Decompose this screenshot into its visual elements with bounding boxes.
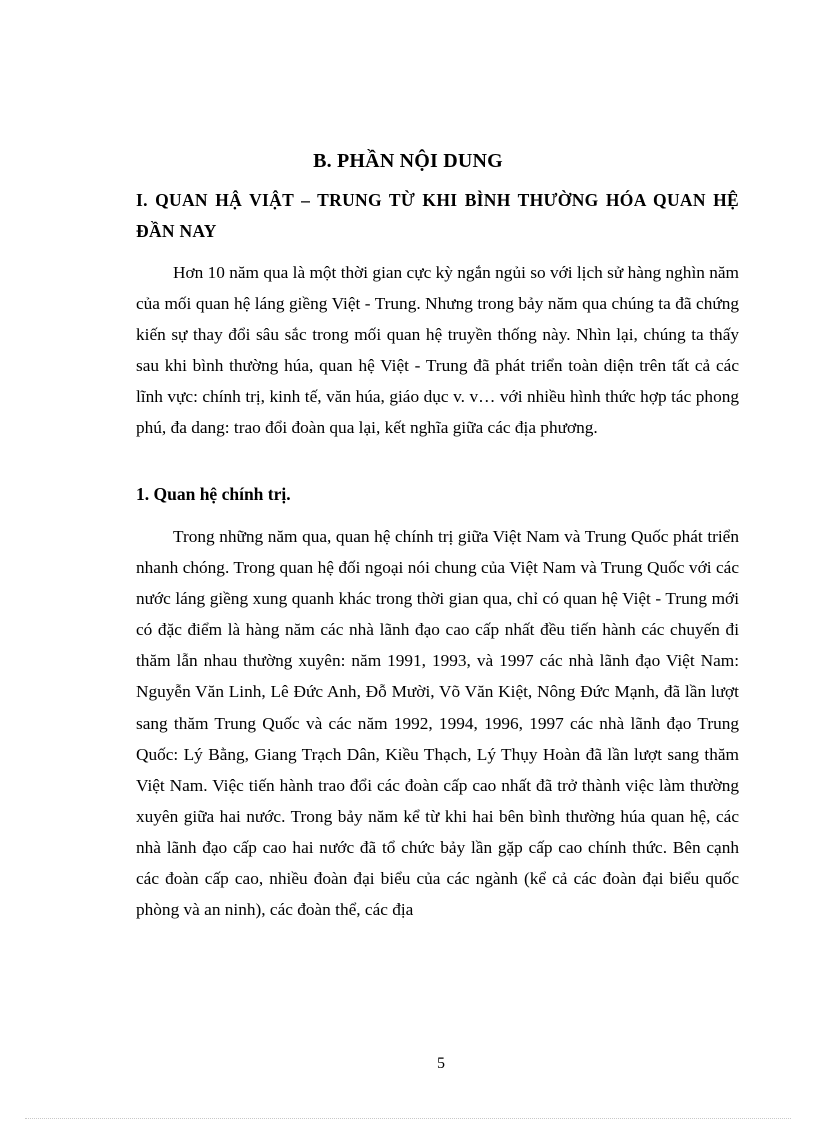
section-title: I. QUAN HẬ VIẬT – TRUNG TỪ KHI BÌNH THƯỜNG HÓA QUAN HỆ ĐẦN NAY: [136, 190, 739, 241]
subsection-title: 1. Quan hệ chính trị.: [136, 484, 291, 504]
body-paragraph-1: Hơn 10 năm qua là một thời gian cực kỳ ngắn ngủi so với lịch sử hàng nghìn năm của mối quan hệ láng giềng Việt - Trung. Nhưng trong bảy năm qua chúng ta đã chứng kiến sự thay đổi sâu sắc trong mối quan hệ truyền thống này. Nhìn lại, chúng ta thấy sau khi bình thường húa, quan hệ Việt - Trung đã phát triển toàn diện trên tất cả các lĩnh vực: chính trị, kinh tế, văn húa, giáo dục v. v… với nhiều hình thức hợp tác phong phú, đa dang: trao đổi đoàn qua lại, kết nghĩa giữa các địa phương.: [136, 263, 739, 438]
page-bottom-divider: [25, 1118, 791, 1119]
page-number: 5: [437, 1055, 445, 1072]
body-paragraph-2: Trong những năm qua, quan hệ chính trị giữa Việt Nam và Trung Quốc phát triển nhanh chóng. Trong quan hệ đối ngoại nói chung của Việt Nam và Trung Quốc với các nước láng giềng xung quanh khác trong thời gian qua, chỉ có quan hệ Việt - Trung mới có đặc điểm là hàng năm các nhà lãnh đạo cao cấp nhất đều tiến hành các chuyến đi thăm lẫn nhau thường xuyên: năm 1991, 1993, và 1997 các nhà lãnh đạo Việt Nam: Nguyễn Văn Linh, Lê Đức Anh, Đỗ Mười, Võ Văn Kiệt, Nông Đức Mạnh, đã lần lượt sang thăm Trung Quốc và các năm 1992, 1994, 1996, 1997 các nhà lãnh đạo Trung Quốc: Lý Bằng, Giang Trạch Dân, Kiều Thạch, Lý Thụy Hoàn đã lần lượt sang thăm Việt Nam. Việc tiến hành trao đổi các đoàn cấp cao nhất đã trở thành việc làm thường xuyên giữa hai nước. Trong bảy năm kể từ khi hai bên bình thường húa quan hệ, các nhà lãnh đạo cấp cao hai nước đã tổ chức bảy lần gặp cấp cao chính thức. Bên cạnh các đoàn cấp cao, nhiều đoàn đại biểu của các ngành (kể cả các đoàn đại biểu quốc phòng và an ninh), các đoàn thể, các địa: [136, 527, 739, 920]
page-heading: B. PHẦN NỘI DUNG: [313, 150, 503, 172]
